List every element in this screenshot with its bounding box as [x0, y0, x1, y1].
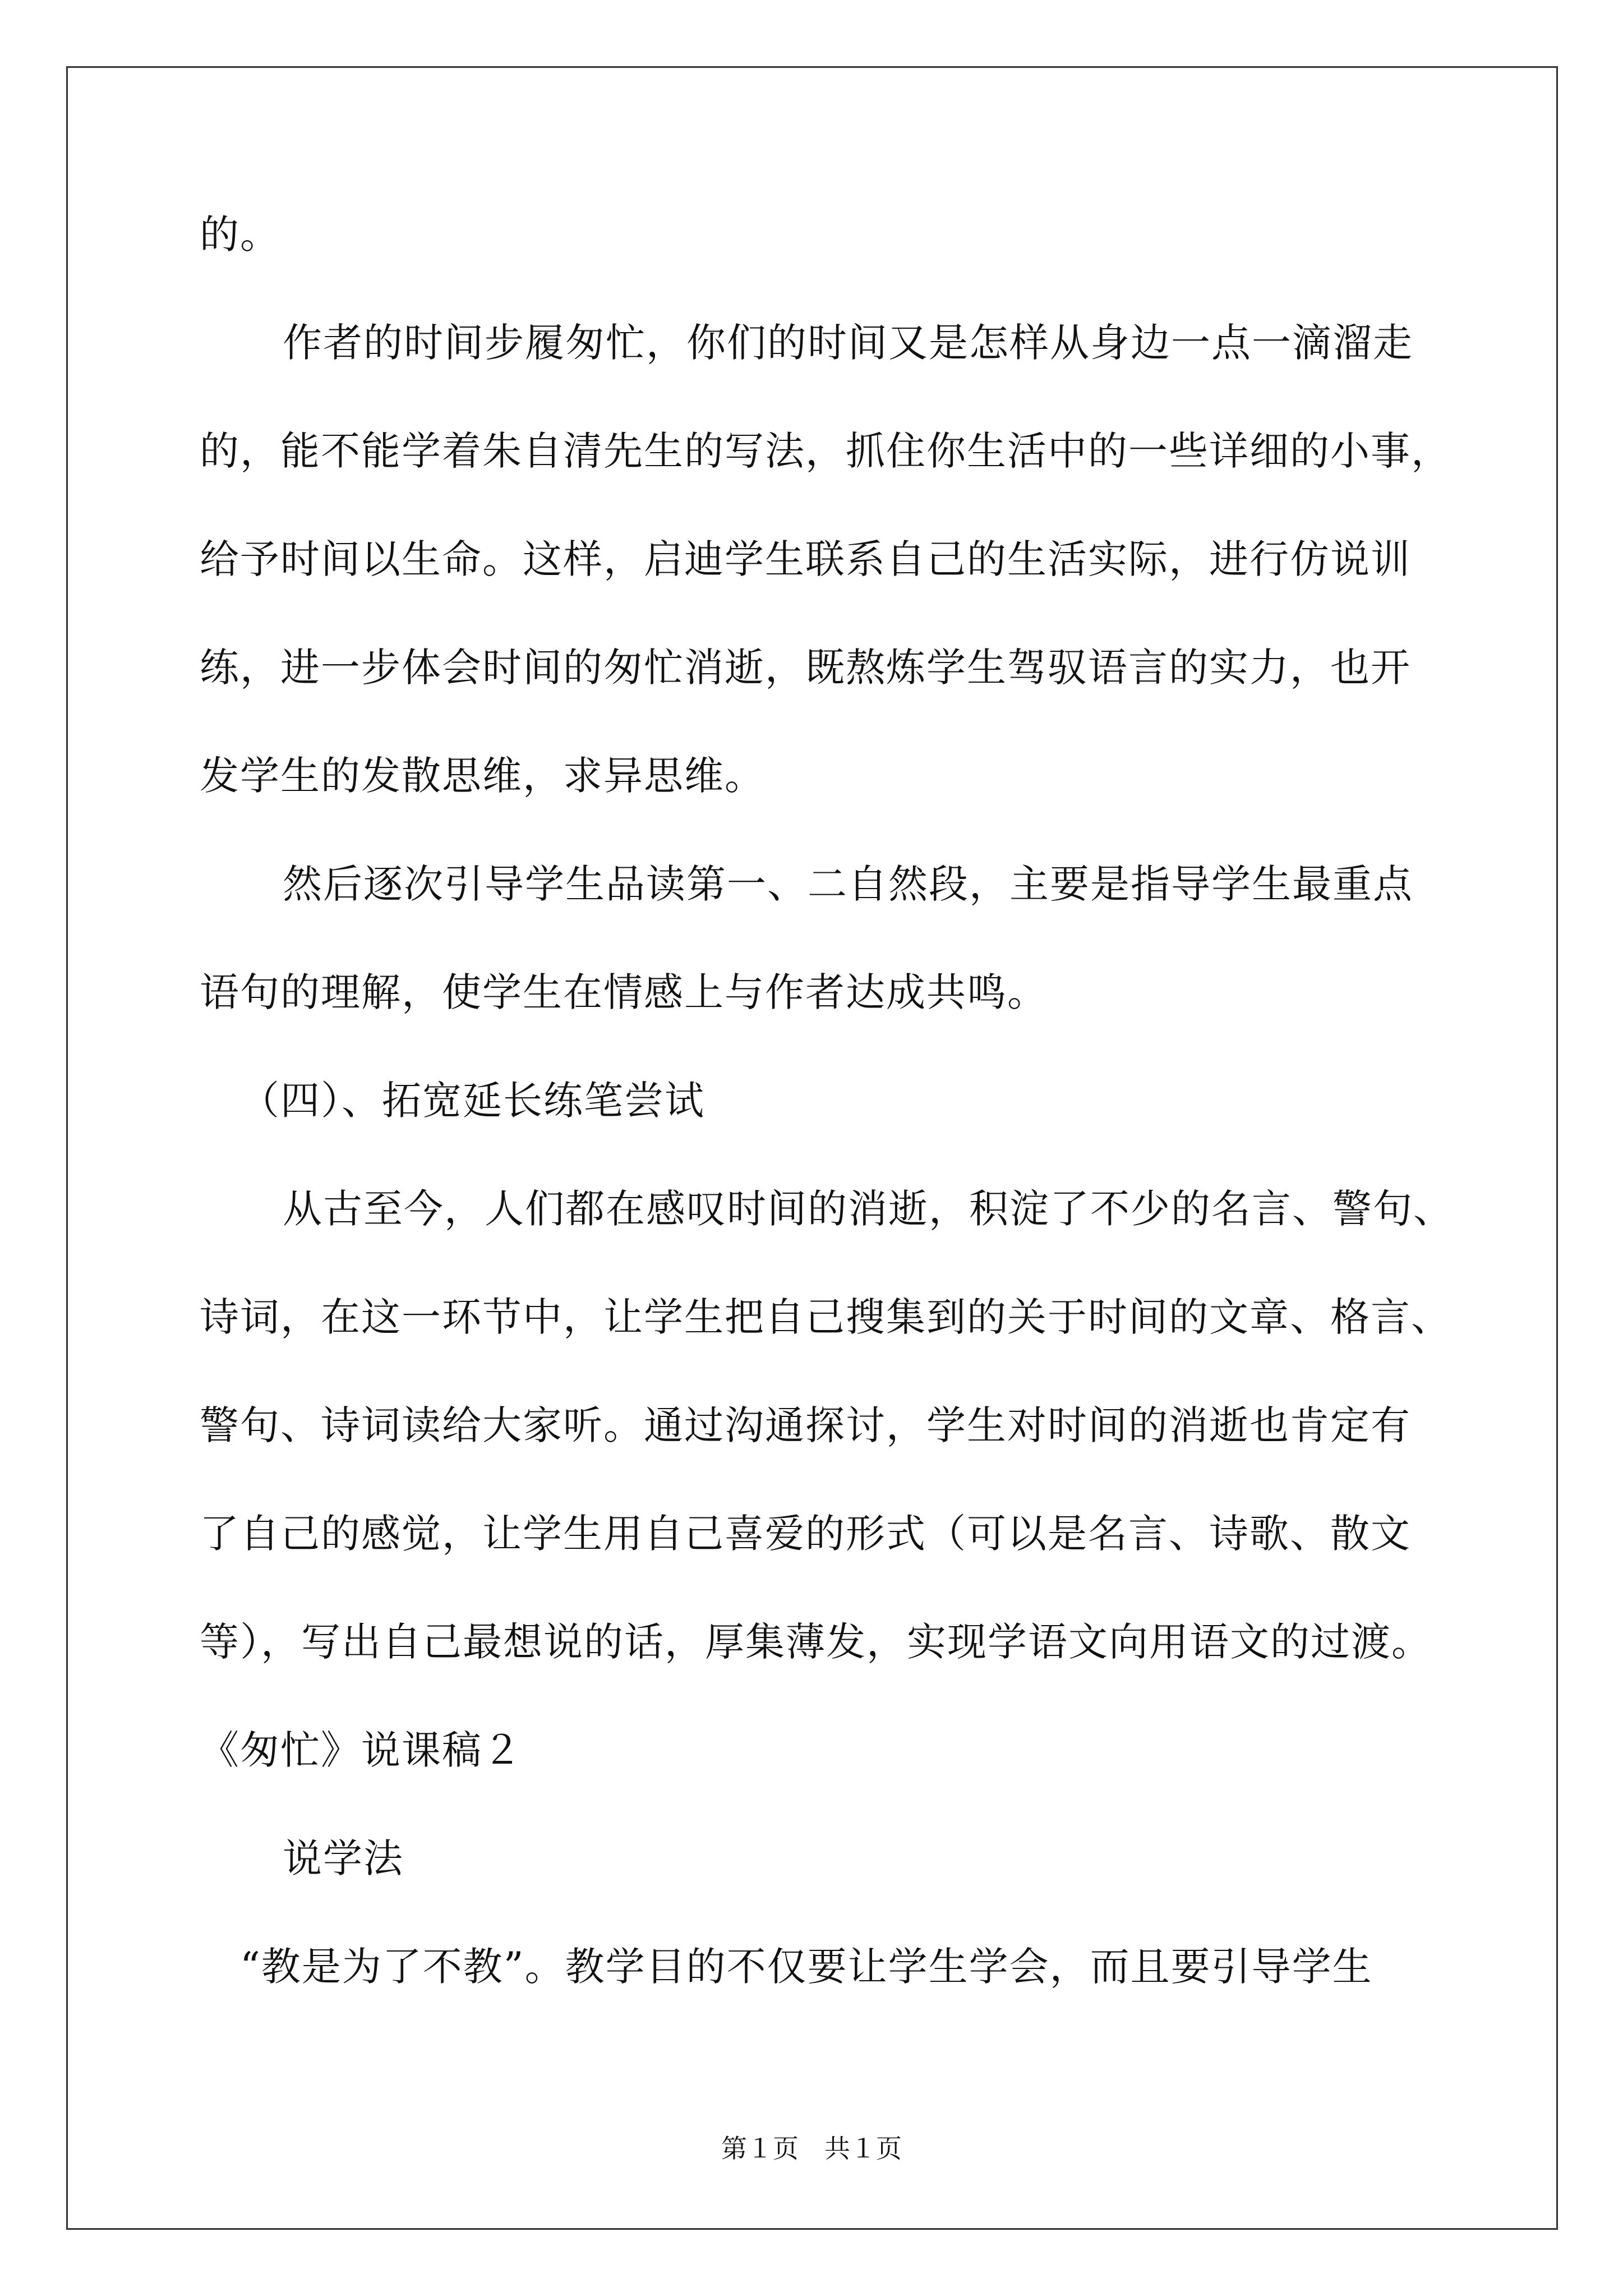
text-line: 的，能不能学着朱自清先生的写法，抓住你生活中的一些详细的小事，: [200, 428, 1451, 474]
text-line: 诗词，在这一环节中，让学生把自己搜集到的关于时间的文章、格言、: [200, 1294, 1451, 1340]
text-line: 了自己的感觉，让学生用自己喜爱的形式（可以是名言、诗歌、散文: [200, 1511, 1411, 1557]
text-line: 的。: [200, 211, 280, 257]
text-line: 警句、诗词读给大家听。通过沟通探讨，学生对时间的消逝也肯定有: [200, 1402, 1411, 1448]
section-heading: （四）、拓宽延长练笔尝试: [240, 1078, 705, 1124]
text-line: 从古至今，人们都在感叹时间的消逝，积淀了不少的名言、警句、: [283, 1186, 1454, 1232]
text-line: 发学生的发散思维，求异思维。: [200, 753, 765, 799]
text-line: 作者的时间步履匆忙，你们的时间又是怎样从身边一点一滴溜走: [283, 320, 1413, 366]
text-line: “教是为了不教”。教学目的不仅要让学生学会，而且要引导学生: [240, 1944, 1373, 1990]
text-line: 然后逐次引导学生品读第一、二自然段，主要是指导学生最重点: [283, 861, 1413, 907]
text-line: 给予时间以生命。这样，启迪学生联系自己的生活实际，进行仿说训: [200, 536, 1411, 582]
section-heading: 说学法: [283, 1835, 404, 1881]
text-line: 语句的理解，使学生在情感上与作者达成共鸣。: [200, 969, 1048, 1015]
text-line: 等），写出自己最想说的话，厚集薄发，实现学语文向用语文的过渡。: [200, 1619, 1432, 1665]
document-title: 《匆忙》说课稿２: [200, 1727, 523, 1773]
page-frame: [66, 66, 1558, 2230]
page-number: 第１页 共１页: [721, 2133, 902, 2164]
text-line: 练，进一步体会时间的匆忙消逝，既熬炼学生驾驭语言的实力，也开: [200, 645, 1411, 691]
